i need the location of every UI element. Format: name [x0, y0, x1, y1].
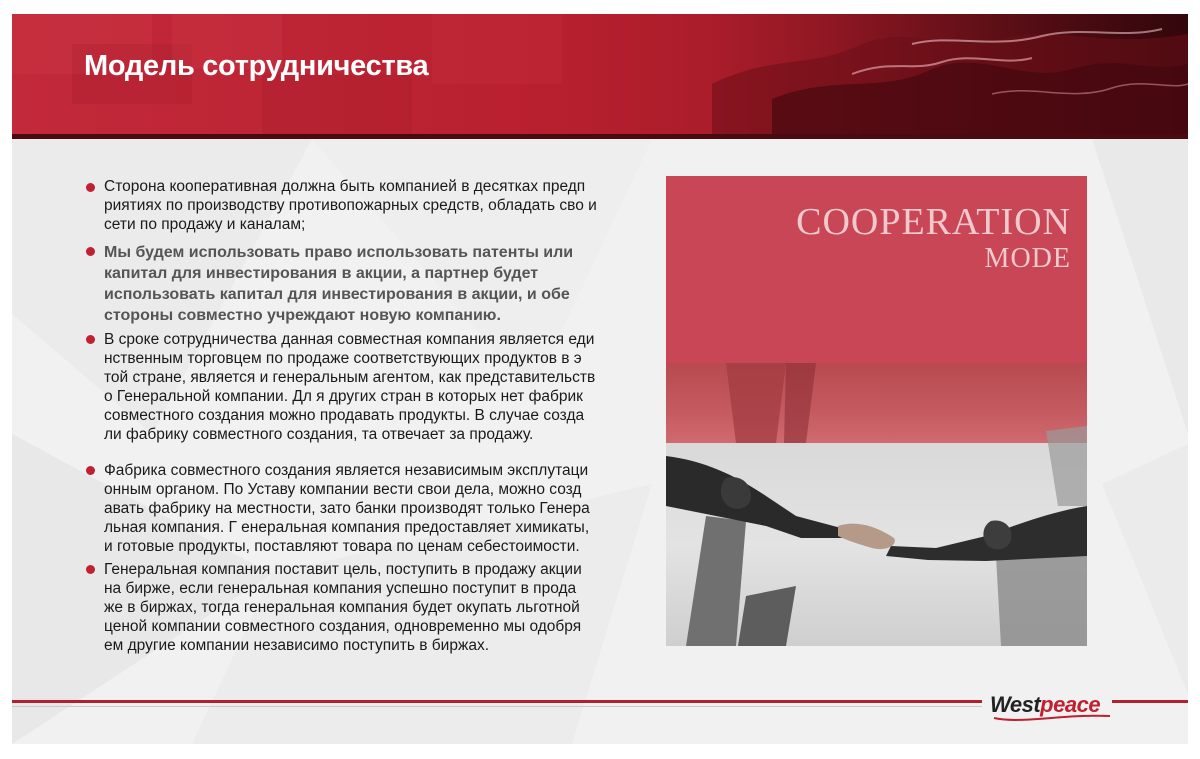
header-divider	[12, 134, 1188, 139]
list-item: Генеральная компания поставит цель, поступить в продажу акции на бирже, если генеральная компания успешно поступит в прода же в биржах, тогда генеральная компания будет окупать льготной ценой компании совместного создания, одновременно мы одобря ем другие компании независимо поступить в биржах.	[104, 561, 582, 654]
footer-thin-divider	[12, 706, 982, 707]
red-dot-icon	[86, 247, 95, 256]
heading-line-1: COOPERATION	[796, 201, 1071, 243]
list-item: Мы будем использовать право использовать патенты или капитал для инвестирования в акции, а партнер будет использовать капитал для инвестирования в акции, и обе стороны совместно учреждают новую компанию.	[104, 244, 574, 324]
red-dot-icon	[86, 183, 95, 192]
logo-swoosh-icon	[992, 712, 1112, 724]
list-item: Сторона кооперативная должна быть компанией в десятках предп риятиях по производству противопожарных средств, обладать сво и сети по продажу и каналам;	[104, 178, 597, 233]
list-item: Фабрика совместного создания является независимым эксплутаци онным органом. По Уставу компании вести свои дела, можно созд авать фабрику на местности, зато банки производят только Генера льная компания. Г енеральная компания предоставляет химикаты, и готовые продукты, поставляют товара по ценам себестоимости.	[104, 462, 590, 555]
footer-divider-right	[1112, 700, 1188, 703]
heading-line-2: MODE	[984, 243, 1071, 274]
page-title: Модель сотрудничества	[84, 50, 429, 82]
list-item: В сроке сотрудничества данная совместная компания является еди нственным торговцем по продаже соответствующих продуктов в э той стране, является и генеральным агентом, как представительств о Генеральной компании. Дл я других стран в которых нет фабрик совместного создания можно продавать продукты. В случае созда ли фабрику совместного создания, та отвечает за продажу.	[104, 331, 596, 443]
logo-part-1: West	[990, 692, 1041, 717]
red-dot-icon	[86, 466, 95, 475]
slide	[12, 14, 1188, 744]
red-dot-icon	[86, 335, 95, 344]
footer-divider	[12, 700, 982, 703]
cooperation-heading	[796, 202, 1071, 276]
cooperation-image-panel	[666, 176, 1087, 646]
red-dot-icon	[86, 565, 95, 574]
header-banner	[12, 14, 1188, 134]
logo-part-2: peace	[1040, 692, 1101, 717]
